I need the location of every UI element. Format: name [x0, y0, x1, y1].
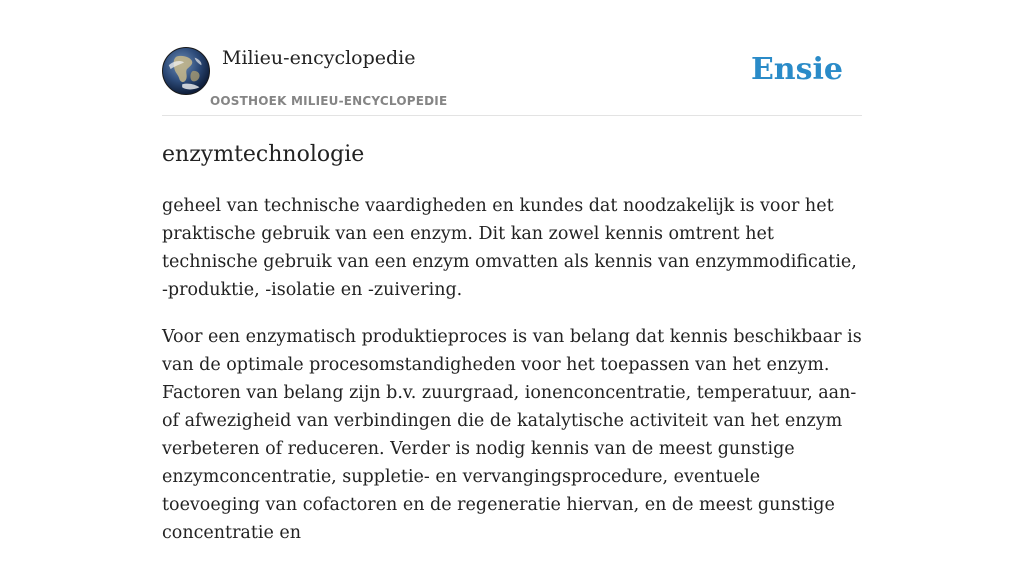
- ensie-brand-link[interactable]: Ensie: [750, 52, 843, 87]
- entry-title: enzymtechnologie: [162, 142, 365, 167]
- content-column: [162, 0, 862, 543]
- entry-paragraph: geheel van technische vaardigheden en kundes dat noodzakelijk is voor het praktische gebruik van een enzym. Dit kan zowel kennis omtrent het technische gebruik van een enzym omvatten als kennis van enzymmodificatie, -produktie, -isolatie en -zuivering.: [162, 196, 857, 300]
- entry-paragraph: Voor een enzymatisch produktieproces is van belang dat kennis beschikbaar is van de optimale procesomstandigheden voor het toepassen van het enzym. Factoren van belang zijn b.v. zuurgraad, ionenconcentratie, temperatuur, aan- of afwezigheid van verbindingen die de katalytische activiteit van het enzym verbeteren of reduceren. Verder is nodig kennis van de meest gunstige enzymconcentratie, suppletie- en vervangingsprocedure, eventuele toevoeging van cofactoren en de regeneratie hiervan, en de meest gunstige concentratie en: [162, 327, 862, 543]
- site-title[interactable]: Milieu-encyclopedie: [222, 47, 416, 69]
- site-header: [162, 0, 862, 116]
- entry-body: [162, 192, 862, 566]
- site-subtitle[interactable]: OOSTHOEK MILIEU-ENCYCLOPEDIE: [210, 94, 448, 108]
- earth-globe-icon[interactable]: [162, 47, 210, 95]
